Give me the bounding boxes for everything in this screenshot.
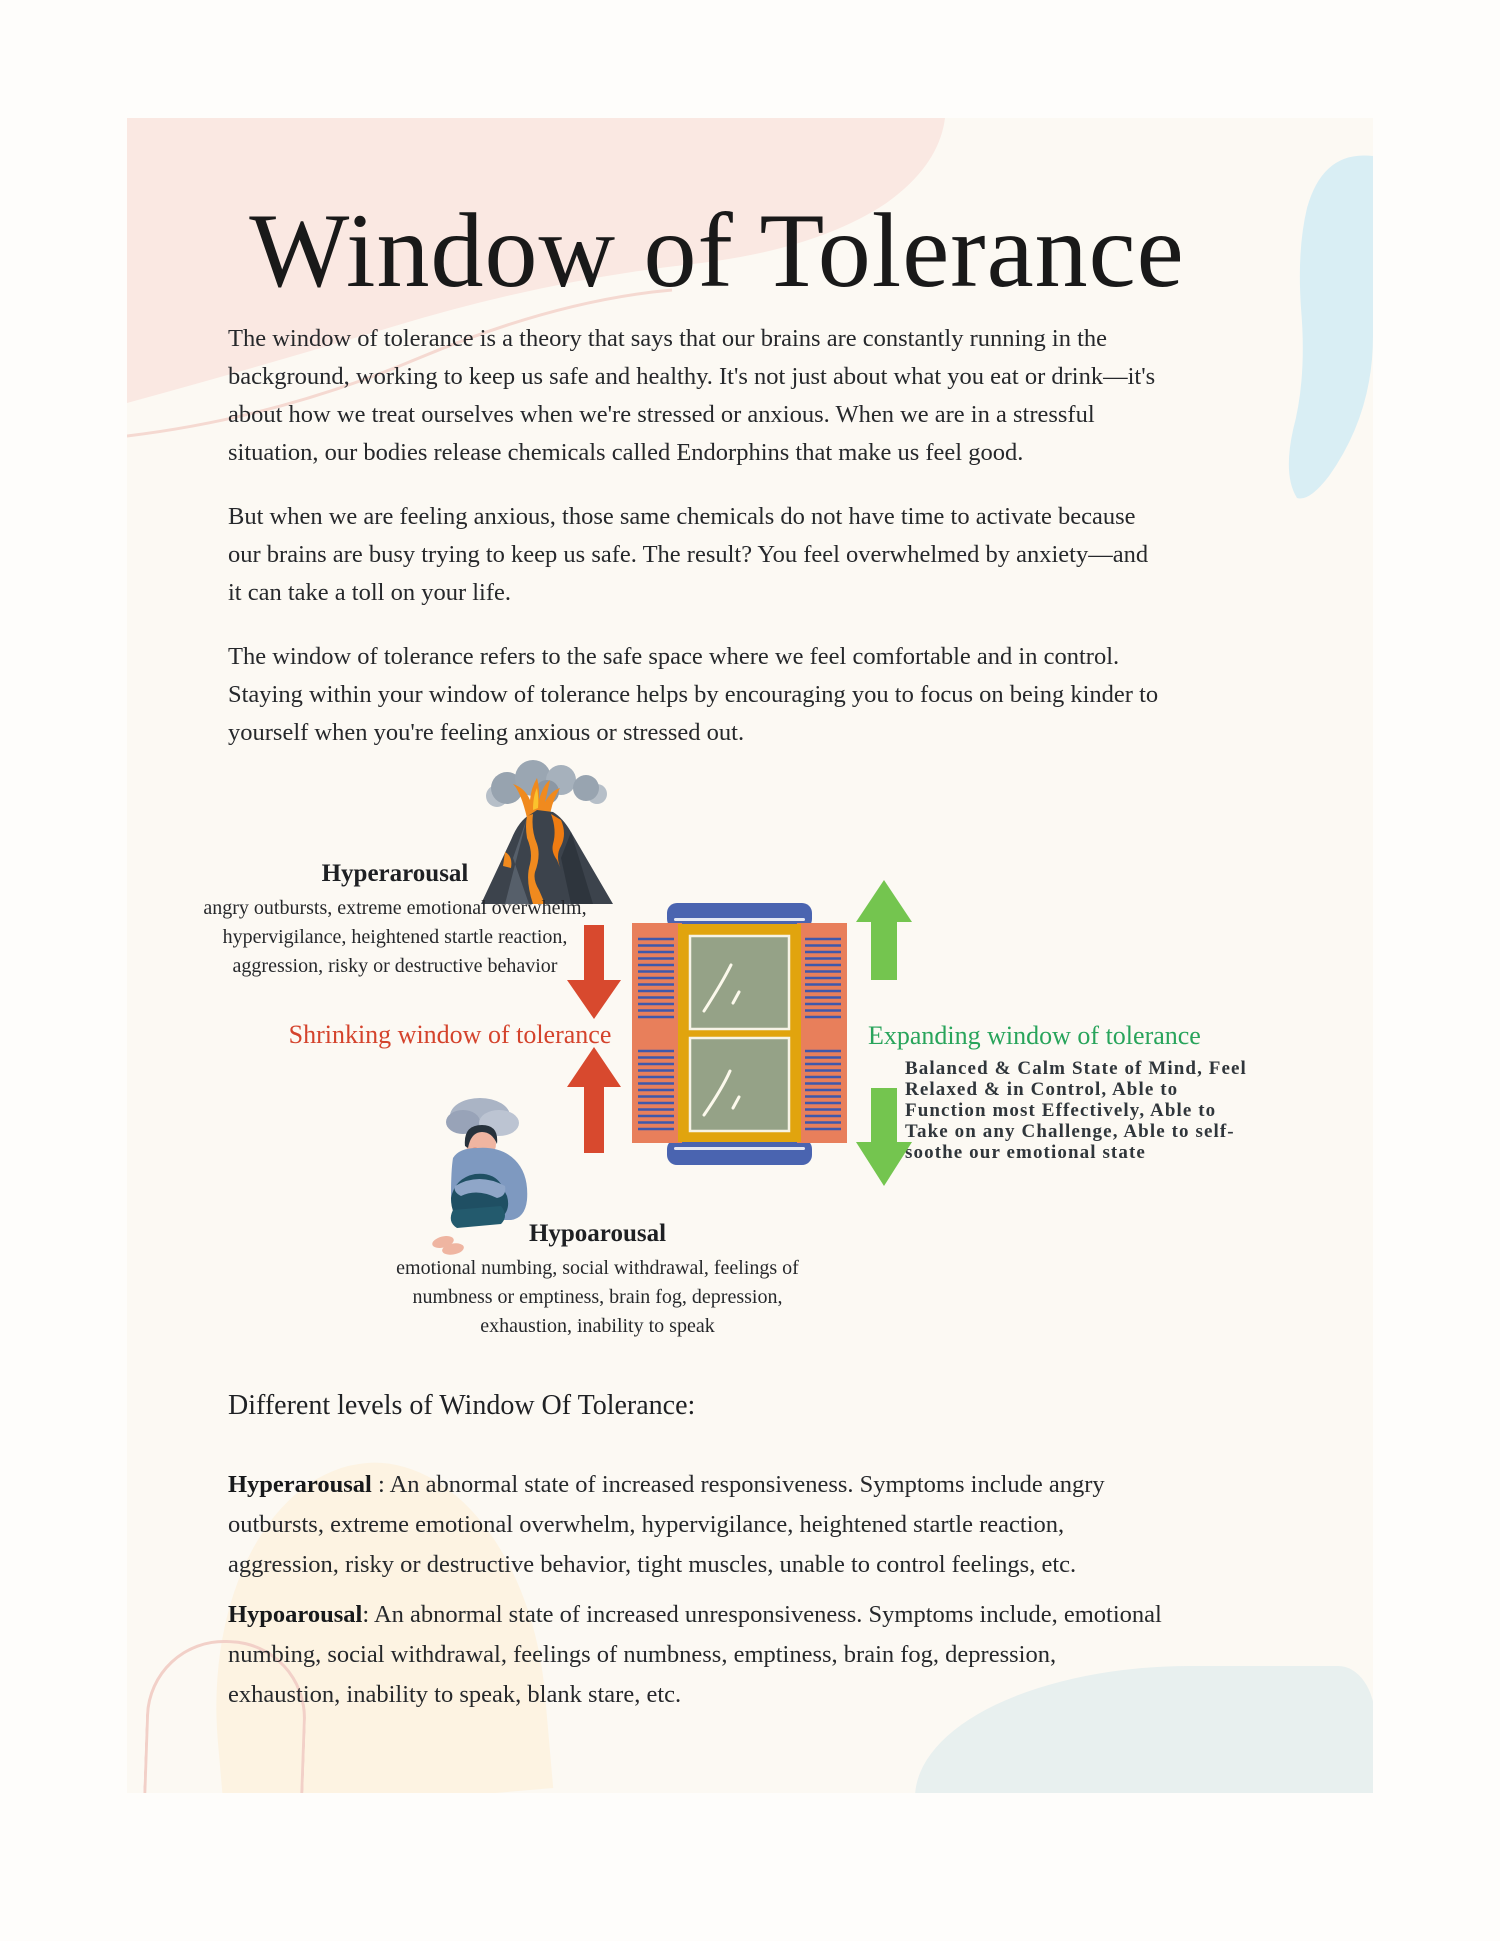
hypoarousal-definition-text: An abnormal state of increased unresponsiveness. Symptoms include, emotional numbing, social withdrawal, feelings of numbness, emptiness, brain fog, depression, exhaustion, inability to speak, blank stare, etc. bbox=[228, 1601, 1162, 1708]
hypoarousal-description: emotional numbing, social withdrawal, feelings of numbness or emptiness, brain fog, depression, exhaustion, inability to speak bbox=[396, 1257, 799, 1337]
red-down-arrow-icon bbox=[567, 925, 621, 1019]
hypoarousal-term: Hypoarousal bbox=[228, 1601, 363, 1628]
poster-canvas bbox=[127, 118, 1373, 1793]
hyperarousal-label: Hyperarousal bbox=[321, 860, 469, 887]
expanding-window-label: Expanding window of tolerance bbox=[868, 1021, 1201, 1050]
separator: : bbox=[371, 1471, 390, 1498]
separator: : bbox=[362, 1601, 374, 1628]
hyperarousal-definition-text: An abnormal state of increased responsiveness. Symptoms include angry outbursts, extreme emotional overwhelm, hypervigilance, heightened startle reaction, aggression, risky or destructive behavior, tight muscles, unable to control feelings, etc. bbox=[228, 1471, 1105, 1578]
red-up-arrow-icon bbox=[567, 1047, 621, 1153]
hyperarousal-description: angry outbursts, extreme emotional overwhelm, hypervigilance, heightened startle reaction, aggression, risky or destructive behavior bbox=[203, 897, 587, 977]
hypoarousal-label: Hypoarousal bbox=[528, 1220, 667, 1247]
hyperarousal-term: Hyperarousal bbox=[228, 1471, 372, 1498]
green-down-arrow-icon bbox=[856, 1088, 912, 1186]
hyperarousal-block bbox=[195, 860, 595, 981]
levels-heading: Different levels of Window Of Tolerance: bbox=[228, 1390, 696, 1421]
expanding-window-description: Balanced & Calm State of Mind, Feel Relaxed & in Control, Able to Function most Effectively, Able to Take on any Challenge, Able to self-soothe our emotional state bbox=[905, 1058, 1247, 1163]
shrinking-window-label: Shrinking window of tolerance bbox=[288, 1020, 612, 1049]
hypoarousal-definition bbox=[228, 1595, 1163, 1715]
hyperarousal-definition bbox=[228, 1465, 1163, 1585]
intro-paragraph: But when we are feeling anxious, those same chemicals do not have time to activate because our brains are busy trying to keep us safe. The result? You feel overwhelmed by anxiety—and it can take a toll on your life. bbox=[228, 503, 1149, 606]
green-up-arrow-icon bbox=[856, 880, 912, 980]
intro-paragraph: The window of tolerance is a theory that says that our brains are constantly running in the background, working to keep us safe and healthy. It's not just about what you eat or drink—it's about how we treat ourselves when we're stressed or anxious. When we are in a stressful situation, our bodies release chemicals called Endorphins that make us feel good. bbox=[228, 325, 1156, 466]
intro-paragraph: The window of tolerance refers to the safe space where we feel comfortable and in control. Staying within your window of tolerance helps by encouraging you to focus on being kinder to yourself when you're feeling anxious or stressed out. bbox=[228, 643, 1159, 746]
window-icon bbox=[632, 903, 847, 1165]
intro-text bbox=[228, 320, 1163, 778]
hypoarousal-block bbox=[385, 1220, 810, 1341]
page-title: Window of Tolerance bbox=[249, 192, 1185, 309]
